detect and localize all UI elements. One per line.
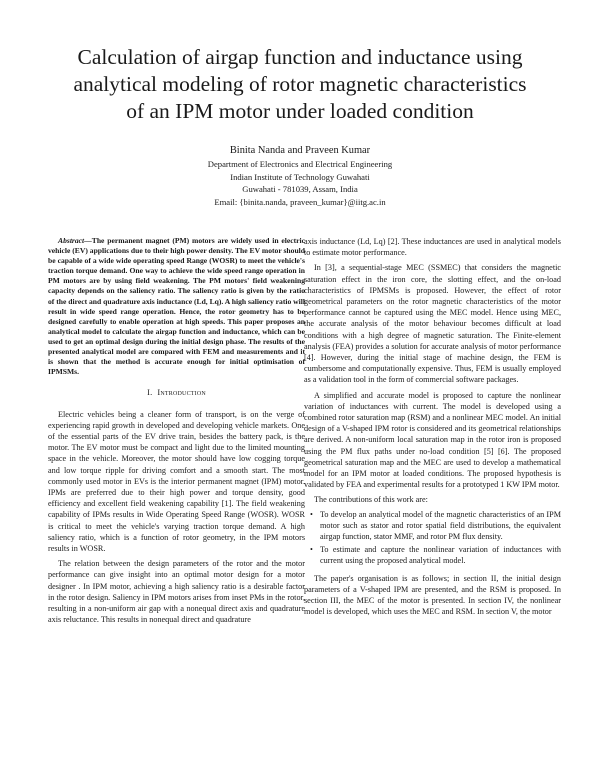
contributions-list [304,509,561,567]
left-column [48,236,305,625]
contribution-text: To estimate and capture the nonlinear variation of inductances with current using the proposed analytical model. [320,545,561,566]
paper-title [40,44,560,125]
bullet-icon: • [310,509,313,519]
title-line-1: Calculation of airgap function and inductance using [77,45,523,69]
section-numeral: I. [147,388,153,398]
right-paragraph-2: In [3], a sequential-stage MEC (SSMEC) that considers the magnetic saturation effect in the iron core, the slotting effect, and the on-load characteristics of IPMSMs is proposed. However, the effect of rotor geometrical parameters on the rotor magnetic characteristics of the motor performance cannot be captured using the MEC model. Hence using MEC, the accurate analysis of the motor behaviour becomes difficult at load conditions with a high degree of magnetic saturation. The Finite-element analysis (FEA) provides a solution for accurate analysis of motor performance [4]. However, during the initial stage of machine design, the FEM is cumbersome and computationally expensive. Thus, FEM is usually employed as a validation tool in the form of commercial software packages. [304,263,561,385]
right-paragraph-3: A simplified and accurate model is proposed to capture the nonlinear variation of inductances with current. The model is developed using a combined rotor saturation map (RSM) and a nonlinear MEC model. An initial design of a V-shaped IPM rotor is considered and its geometrical relationships are derived. A non-uniform local saturation map in the rotor iron is proposed using the PM flux paths under no-load condition [5] [6]. The proposed geometrical saturation map and the MEC are used to develop a mathematical model for an IPM motor at loaded conditions. The proposed hypothesis is validated by FEA and experimental results for a prototyped 1 KW IPM motor. [304,390,561,490]
contribution-item [310,544,561,566]
abstract [48,236,305,377]
affiliation-city: Guwahati - 781039, Assam, India [242,184,358,194]
section-heading-introduction [48,387,305,398]
contribution-item [310,509,561,543]
contribution-text: To develop an analytical model of the magnetic characteristics of an IPM motor such as stator and rotor spatial field distributions, the equivalent airgap function, stator MMF, and rotor PM flux density. [320,509,561,542]
affiliation-email: Email: {binita.nanda, praveen_kumar}@iitg.ac.in [214,196,386,207]
abstract-label: Abstract [58,236,85,245]
affiliation-institute: Indian Institute of Technology Guwahati [230,171,370,182]
abstract-text: —The permanent magnet (PM) motors are widely used in electric vehicle (EV) applications due to their high power density. The EV motor should be capable of a wide wide operating speed Range (WOSR) to meet the vehicle's traction torque demand. One way to achieve the wide speed range operation in PM motors are by using field weakening. The PM motors' field weakening capacity depends on the saliency ratio. The saliency ratio is given by the ratio of the direct and quadrature axis inductance (Ld, Lq). A high saliency ratio will result in wide speed range operation. Hence, the rotor geometry has to be designed carefully to enable operation at high speeds. This paper proposes an analytical model to calculate the airgap function and inductance, which can be used to get an optimal design during the initial design phase. The results of the presented analytical model are compared with FEM and measurements and it is shown that the method is accurate enough for initial optimisation of IPMSMs. [48,236,305,377]
contributions-intro: The contributions of this work are: [314,495,428,505]
section-title: Introduction [157,388,206,398]
affiliation-department: Department of Electronics and Electrical Engineering [207,159,393,169]
organisation-paragraph: The paper's organisation is as follows; in section II, the initial design parameters of a V-shaped IPM are presented, and the RSM is proposed. In section III, the MEC of the motor is presented. In section IV, the nonlinear model is developed, which uses the MEC and RSM. In section V, the motor [304,573,561,617]
title-line-2: analytical modeling of rotor magnetic characteristics [73,72,527,96]
intro-paragraph-2: The relation between the design parameters of the rotor and the motor performance can give insight into an optimal motor design for a motor designer . In IPM motor, achieving a high saliency ratio is a desirable factor in the rotor design. Saliency in IPM motors arises from inset PMs in the rotor, resulting in a non-uniform air gap with a nonequal direct axis and quadrature axis reluctance. This results in nonequal direct and quadrature [48,559,305,625]
right-paragraph-1: axis inductance (Ld, Lq) [2]. These inductances are used in analytical models to estimate motor performance. [304,237,561,258]
author-names: Binita Nanda and Praveen Kumar [229,145,371,156]
bullet-icon: • [310,545,313,555]
title-line-3: of an IPM motor under loaded condition [126,99,474,123]
right-column [304,236,561,618]
affiliation-block [0,158,600,208]
intro-paragraph-1: Electric vehicles being a cleaner form of transport, is on the verge of experiencing rapid growth in developed and developing vehicle markets. One of the essential parts of the EV drive train, besides the battery pack, is the motor. The EV motor must be compact and light due to the limited mounting space in the vehicle. Moreover, the motor should have low cogging torque and low torque ripple for driving comfort and a smooth start. The most commonly used motor in EVs is the interior permanent magnet (IPM) motor. IPMs are preferred due to their high power and torque density, good efficiency and excellent field weakening capability [1]. The field weakening capability of IPMs results in Wide Operating Speed Range (WOSR). WOSR is critical to meet the vehicle's varying traction torque demand. A high saliency ratio, which is a function of rotor geometry, in the IPM motors results in WOSR. [48,409,305,553]
